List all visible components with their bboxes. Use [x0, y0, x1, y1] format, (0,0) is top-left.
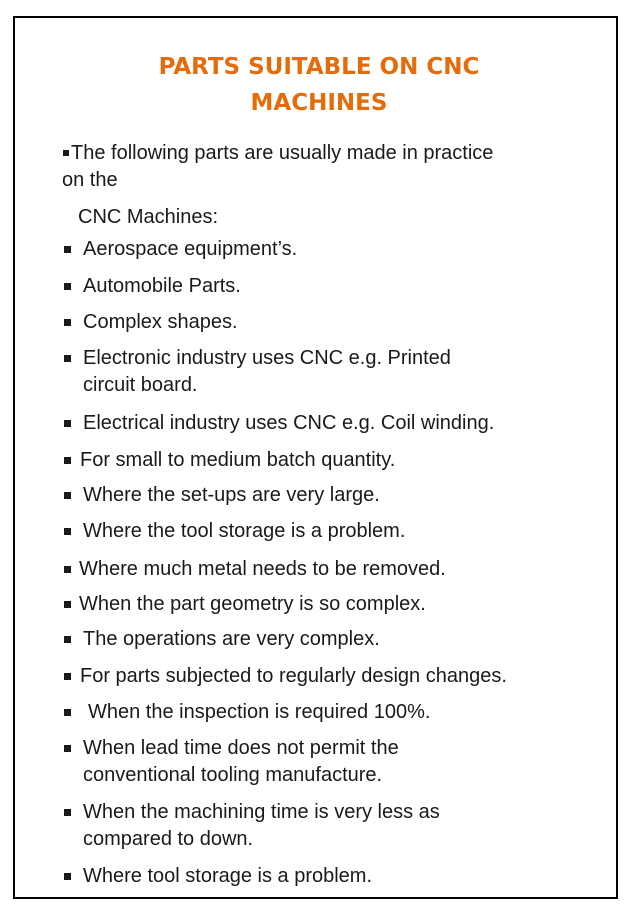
square-bullet-icon [64, 566, 71, 573]
list-item: Where tool storage is a problem. [83, 865, 373, 887]
square-bullet-icon [64, 420, 71, 427]
list-item-continuation: circuit board. [83, 374, 198, 396]
intro-line-2: on the [62, 169, 118, 191]
list-item: Where the tool storage is a problem. [83, 520, 406, 542]
square-bullet-icon [64, 528, 71, 535]
list-item: The operations are very complex. [83, 628, 380, 650]
list-item: When lead time does not permit the [83, 737, 399, 759]
list-item: Where the set-ups are very large. [83, 484, 380, 506]
square-bullet-icon [64, 601, 71, 608]
square-bullet-icon [64, 636, 71, 643]
intro-line-3: CNC Machines: [78, 206, 219, 228]
square-bullet-icon [64, 246, 71, 253]
square-bullet-icon [63, 150, 69, 156]
list-item: Electronic industry uses CNC e.g. Printed [83, 347, 451, 369]
square-bullet-icon [64, 809, 71, 816]
list-item-continuation: compared to down. [83, 828, 254, 850]
square-bullet-icon [64, 283, 71, 290]
page-title-line-2: MACHINES [250, 90, 388, 116]
list-item: Automobile Parts. [83, 275, 241, 297]
list-item: When the machining time is very less as [83, 801, 440, 823]
square-bullet-icon [64, 492, 71, 499]
list-item: For small to medium batch quantity. [80, 449, 396, 471]
list-item: Electrical industry uses CNC e.g. Coil winding. [83, 412, 495, 434]
page-title-line-1: PARTS SUITABLE ON CNC [158, 54, 480, 80]
square-bullet-icon [64, 873, 71, 880]
square-bullet-icon [64, 709, 71, 716]
intro-line-1: The following parts are usually made in practice [71, 142, 494, 164]
list-item: When the part geometry is so complex. [79, 593, 426, 615]
square-bullet-icon [64, 319, 71, 326]
list-item: Complex shapes. [83, 311, 238, 333]
square-bullet-icon [64, 745, 71, 752]
list-item: Where much metal needs to be removed. [79, 558, 446, 580]
square-bullet-icon [64, 355, 71, 362]
list-item-continuation: conventional tooling manufacture. [83, 764, 383, 786]
square-bullet-icon [64, 457, 71, 464]
square-bullet-icon [64, 673, 71, 680]
list-item: Aerospace equipment’s. [83, 238, 298, 260]
list-item: When the inspection is required 100%. [88, 701, 431, 723]
list-item: For parts subjected to regularly design changes. [80, 665, 507, 687]
